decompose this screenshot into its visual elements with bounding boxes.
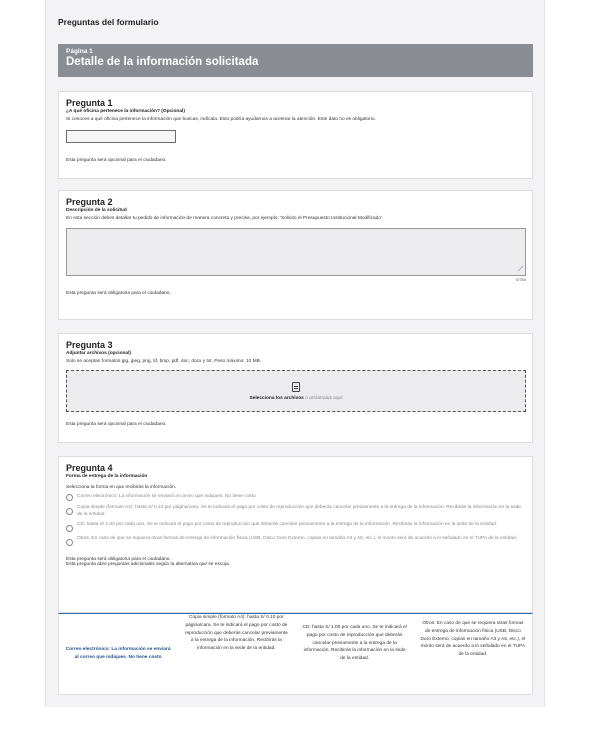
question-3-title: Pregunta 3 [66, 340, 113, 350]
question-2-title: Pregunta 2 [66, 197, 113, 207]
question-1-card [58, 91, 533, 179]
question-1-description: Si conoces a qué oficina pertenece la información que buscas, indícala. Esto podría ayudarnos a acelerar la atención. Este dato no es obligatorio. [66, 117, 376, 122]
select-files-link[interactable]: Selecciona los archivos [249, 395, 304, 401]
page-banner [58, 44, 533, 77]
resize-handle-icon[interactable]: ⟋ [518, 266, 523, 273]
question-2-description: En esta sección debes detallar tu pedido de información de manera concreta y precisa, por ejemplo: 'Solicito el Presupuesto Institucional Modificado'. [66, 216, 384, 221]
delivery-option[interactable] [66, 521, 525, 532]
drag-hint: o arrástralos aquí [303, 395, 343, 401]
form-questions-panel [45, 0, 545, 707]
page-number: Página 1 [66, 48, 93, 55]
delivery-option[interactable] [66, 493, 525, 501]
delivery-option-label: Correo electrónico: La información se enviará al correo que indiques. No tiene costo [77, 494, 256, 499]
request-description-textarea[interactable] [66, 228, 526, 276]
radio-button[interactable] [66, 525, 73, 532]
question-4-prompt: Selecciona la forma en que recibirás la información. [66, 485, 177, 490]
branch-tab-label: Copia simple (formato A4): hasta S/ 0.10 por página/cara. Se te indicará el pago por costo de reproducción que deberás cancelar previamente a la entrega de la información. Recibirás la información en la sede de la entidad. [184, 615, 288, 652]
character-counter: 0/750 [515, 277, 526, 282]
section-title: Preguntas del formulario [58, 17, 159, 27]
office-input[interactable] [66, 130, 176, 143]
delivery-option[interactable] [66, 535, 525, 546]
delivery-options [66, 493, 525, 546]
question-2-note: Esta pregunta será obligatoria para el ciudadano. [66, 291, 171, 296]
question-3-subtitle: Adjuntar archivos (opcional) [66, 351, 132, 356]
radio-button[interactable] [66, 508, 73, 515]
delivery-option[interactable] [66, 504, 525, 518]
question-4-card [58, 456, 533, 613]
branch-tab-cd[interactable] [296, 614, 414, 694]
question-3-card [58, 333, 533, 443]
question-3-note: Esta pregunta será opcional para el ciudadano. [66, 422, 167, 427]
file-dropzone[interactable] [66, 370, 526, 412]
branch-tab-label: Otros: En caso de que se requiera otras formas de entrega de información física (USB, Disco Duro Externo, copias en tamaño A3 y A5, etc.), el monto será de acuerdo a lo señalado en el TUPA de la entidad. [420, 621, 526, 658]
question-4-subtitle: Forma de entrega de la información [66, 474, 148, 479]
document-icon [292, 382, 300, 392]
delivery-option-label: CD: hasta S/ 1.00 por cada uno. Se te indicará el pago por costo de reproducción que deberás cancelar previamente a la entrega de la información. Recibirás la información en la sede de la entidad. [77, 522, 498, 527]
branch-tab-other[interactable] [414, 614, 532, 694]
question-1-title: Pregunta 1 [66, 98, 113, 108]
question-3-description: Solo se aceptan formatos jpg, jpeg, png, tif, bmp, pdf, doc, docx y txt. Peso máximo: 10 MB. [66, 359, 262, 364]
branch-tab-copy[interactable] [177, 614, 295, 694]
question-1-note: Esta pregunta será opcional para el ciudadano. [66, 158, 167, 163]
branch-tab-label: CD: hasta S/ 1.00 por cada uno. Se te indicará el pago por costo de reproducción que deberás cancelar previamente a la entrega de la información. Recibirás la información en la sede de la entidad. [302, 625, 407, 662]
question-2-card [58, 190, 533, 320]
delivery-branch-tabs [58, 613, 533, 695]
radio-button[interactable] [66, 539, 73, 546]
branch-tab-label: Correo electrónico: La información se enviará al correo que indiques. No tiene costo [65, 647, 171, 660]
branch-tab-email[interactable] [59, 614, 177, 694]
question-2-subtitle: Descripción de la solicitud [66, 208, 127, 213]
question-4-title: Pregunta 4 [66, 463, 113, 473]
page-title: Detalle de la información solicitada [66, 56, 259, 68]
question-4-note-required: Esta pregunta será obligatoria para el ciudadano. [66, 557, 171, 562]
question-4-note-branching: Esta pregunta abre preguntas adicionales según la alternativa que se escoja. [66, 562, 231, 567]
question-1-subtitle: ¿A qué oficina pertenece la información? (Opcional) [66, 109, 185, 114]
dropzone-text [249, 396, 342, 401]
delivery-option-label: Otros: En caso de que se requiera otras formas de entrega de información física (USB, Disco Duro Externo, copias en tamaño A3 y A5, etc.), el monto será de acuerdo a lo señalado en el TUPA de la entidad. [77, 536, 518, 541]
delivery-option-label: Copia simple (formato A4): hasta S/ 0.10 por página/cara. Se te indicará el pago por costo de reproducción que deberás cancelar previamente a la entrega de la información. Recibirás la información en la sede de la entidad. [77, 505, 521, 517]
radio-button[interactable] [66, 494, 73, 501]
